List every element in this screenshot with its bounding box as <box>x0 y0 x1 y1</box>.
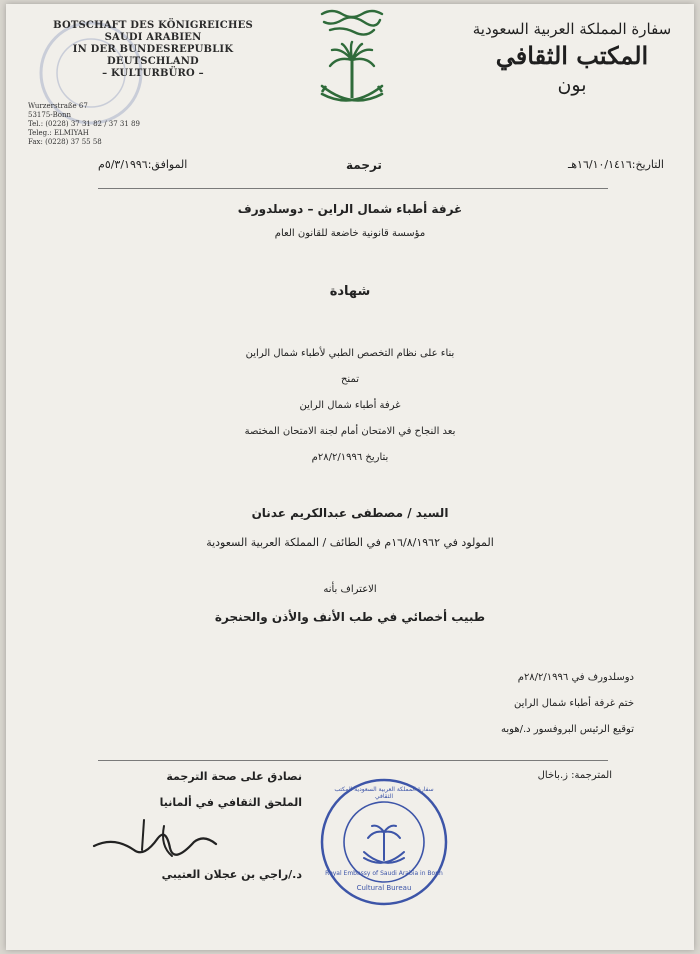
org-name: غرفة أطباء شمال الراين – دوسلدورف <box>237 202 463 216</box>
address-line: 53175-Bonn <box>28 111 72 119</box>
document-title: ترجمة <box>346 158 382 172</box>
address-line: Wurzerstraße 67 <box>28 102 88 110</box>
address-line: Tel.: (0228) 37 31 82 / 37 31 89 <box>28 120 140 128</box>
body-line: بعد النجاح في الامتحان أمام لجنة الامتحان المختصة <box>244 426 456 437</box>
body-line: غرفة أطباء شمال الراين <box>299 400 401 411</box>
seal-line: ختم غرفة أطباء شمال الراين <box>514 698 634 709</box>
recipient-name: السيد / مصطفى عبدالكريم عدنان <box>251 506 449 520</box>
letterhead-line: DEUTSCHLAND <box>107 56 199 67</box>
header-rule <box>98 188 608 189</box>
body-line: بناء على نظام التخصص الطبي لأطباء شمال الراين <box>245 348 455 359</box>
letterhead-line: IN DER BUNDESREPUBLIK <box>72 44 234 55</box>
seal-bottom-text: Cultural Bureau <box>356 884 412 892</box>
saudi-emblem-icon <box>312 6 392 116</box>
letterhead-line: SAUDI ARABIEN <box>104 32 202 43</box>
letterhead-german <box>28 20 278 80</box>
translator-name: المترجمة: ز.باخال <box>537 770 612 781</box>
signature-icon <box>84 816 224 876</box>
body-line: بتاريخ ٢٨/٢/١٩٩٦م <box>311 452 389 463</box>
city-name: بون <box>557 74 587 96</box>
gregorian-date: الموافق:٥/٣/١٩٩٦م <box>98 158 188 171</box>
letterhead-line: – KULTURBÜRO – <box>102 68 204 79</box>
recognition-label: الاعتراف بأنه <box>323 584 377 595</box>
place-date: دوسلدورف في ٢٨/٢/١٩٩٦م <box>517 672 634 683</box>
document-page <box>6 4 694 950</box>
attaché-title: الملحق الثقافي في ألمانيا <box>159 796 302 809</box>
certificate-title: شهادة <box>329 284 371 299</box>
hijri-date: التاريخ:١٦/١٠/١٤١٦هـ <box>568 158 664 171</box>
attestation-line: نصادق على صحة الترجمة <box>166 770 302 783</box>
footer-rule <box>98 760 608 761</box>
address-line: Fax: (0228) 37 55 58 <box>28 138 102 146</box>
signer-name: د./راجي بن عجلان العتيبي <box>161 868 302 881</box>
org-type: مؤسسة قانونية خاضعة للقانون العام <box>274 228 426 239</box>
signature-line: توقيع الرئيس البروفسور د./هوبه <box>501 724 634 735</box>
letterhead-line: BOTSCHAFT DES KÖNIGREICHES <box>53 20 253 31</box>
seal-arabic-text: سفارة المملكة العربية السعودية المكتب الثقافي <box>334 786 434 800</box>
body-line: تمنح <box>340 374 360 385</box>
address-line: Teleg.: ELMIYAH <box>28 129 89 137</box>
specialty: طبيب أخصائي في طب الأنف والأذن والحنجرة <box>214 610 486 624</box>
cultural-office-name: المكتب الثقافي <box>495 41 649 70</box>
embassy-name: سفارة المملكة العربية السعودية <box>472 20 672 38</box>
seal-english-text: Royal Embassy of Saudi Arabia in Bonn <box>325 870 443 877</box>
letterhead-arabic <box>472 18 672 98</box>
letterhead-address <box>28 102 188 147</box>
birth-details: المولود في ١٦/٨/١٩٦٢م في الطائف / المملكة العربية السعودية <box>206 536 494 549</box>
